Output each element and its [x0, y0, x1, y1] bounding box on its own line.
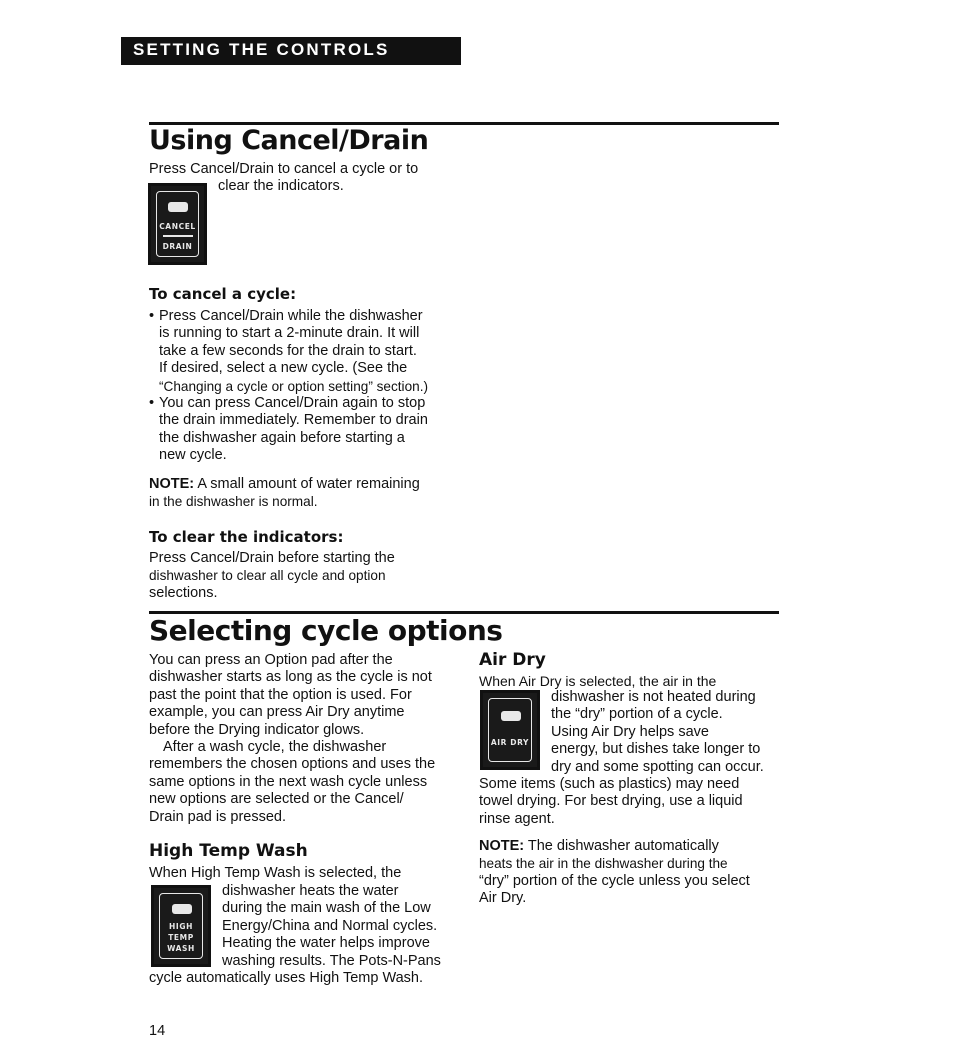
cancel-cycle-bullets: [149, 308, 428, 465]
cycle-options-title: Selecting cycle options: [149, 614, 503, 647]
bullet-line: the drain immediately. Remember to drain: [159, 412, 428, 429]
air-dry-line: rinse agent.: [479, 810, 555, 827]
intro-line: clear the indicators.: [218, 178, 344, 195]
clear-line: Press Cancel/Drain before starting the: [149, 550, 395, 566]
high-temp-wrapped-text: [222, 883, 441, 970]
high-temp-line: Heating the water helps improve: [222, 935, 430, 952]
note-label: NOTE:: [149, 476, 195, 492]
intro-line: same options in the next wash cycle unless: [149, 773, 428, 790]
note-text: The dishwasher automatically: [524, 838, 719, 854]
intro-line: Press Cancel/Drain to cancel a cycle or to: [149, 161, 419, 177]
high-temp-first-line: When High Temp Wash is selected, the: [149, 865, 402, 881]
air-dry-line: towel drying. For best drying, use a liquid: [479, 793, 743, 810]
air-dry-heading: Air Dry: [479, 650, 546, 670]
pad-border: [488, 698, 532, 762]
air-dry-line: Some items (such as plastics) may need: [479, 776, 740, 792]
bullet-line: “Changing a cycle or option setting” section.): [159, 378, 428, 394]
air-dry-line: the “dry” portion of a cycle.: [551, 706, 723, 723]
intro-line: new options are selected or the Cancel/: [149, 791, 404, 808]
pad-label-air-dry: AIR DRY: [490, 738, 530, 747]
pad-label-wash: WASH: [167, 944, 195, 953]
bullet-line: take a few seconds for the drain to start.: [159, 342, 417, 359]
cancel-drain-pad-icon: [148, 183, 207, 265]
note-text: Air Dry.: [479, 890, 527, 907]
section-header-label: SETTING THE CONTROLS: [133, 40, 390, 59]
clear-line: selections.: [149, 584, 218, 601]
note-text: heats the air in the dishwasher during the: [479, 856, 728, 872]
clear-indicators-heading: To clear the indicators:: [149, 528, 344, 546]
pad-label-cancel: CANCEL: [159, 222, 196, 231]
high-temp-line: Energy/China and Normal cycles.: [222, 917, 438, 934]
air-dry-line: energy, but dishes take longer to: [551, 741, 761, 758]
cancel-drain-note: [149, 476, 420, 511]
pad-divider: [163, 235, 193, 237]
air-dry-line: dry and some spotting can occur.: [551, 758, 764, 775]
pad-label-temp: TEMP: [168, 933, 194, 942]
indicator-light-icon: [172, 904, 192, 914]
intro-line: You can press an Option pad after the: [149, 652, 393, 668]
high-temp-last-line: cycle automatically uses High Temp Wash.: [149, 970, 423, 986]
clear-indicators-text: [149, 550, 395, 602]
air-dry-wrapped-text: [551, 689, 764, 776]
page-number: 14: [149, 1023, 166, 1039]
note-text: in the dishwasher is normal.: [149, 494, 318, 510]
bullet-line: the dishwasher again before starting a: [159, 429, 405, 446]
intro-line: Drain pad is pressed.: [149, 808, 287, 825]
note-text: A small amount of water remaining: [194, 476, 420, 492]
air-dry-first-line: When Air Dry is selected, the air in the: [479, 673, 717, 689]
pad-label-high: HIGH: [169, 922, 193, 931]
clear-line: dishwasher to clear all cycle and option: [149, 568, 386, 584]
high-temp-line: washing results. The Pots-N-Pans: [222, 952, 441, 969]
bullet-line: • You can press Cancel/Drain again to stop: [149, 395, 426, 412]
intro-line: before the Drying indicator glows.: [149, 721, 365, 738]
intro-line: remembers the chosen options and uses the: [149, 756, 436, 773]
bullet-line: is running to start a 2-minute drain. It will: [159, 325, 420, 342]
intro-line: After a wash cycle, the dishwasher: [163, 739, 387, 756]
cycle-options-intro: [149, 652, 435, 826]
air-dry-line: dishwasher is not heated during: [551, 689, 756, 705]
note-text: “dry” portion of the cycle unless you select: [479, 872, 750, 889]
air-dry-line: Using Air Dry helps save: [551, 723, 709, 740]
bullet-line: If desired, select a new cycle. (See the: [159, 360, 408, 377]
high-temp-wash-pad-icon: [151, 885, 211, 967]
intro-line: dishwasher starts as long as the cycle is not: [149, 669, 432, 686]
air-dry-note: [479, 838, 750, 908]
cancel-drain-title: Using Cancel/Drain: [149, 125, 429, 156]
pad-label-drain: DRAIN: [162, 242, 193, 251]
high-temp-line: during the main wash of the Low: [222, 900, 431, 917]
bullet-line: • Press Cancel/Drain while the dishwasher: [149, 308, 423, 324]
air-dry-after-text: [479, 776, 743, 828]
high-temp-line: dishwasher heats the water: [222, 883, 399, 899]
intro-line: past the point that the option is used. For: [149, 686, 412, 703]
intro-line: example, you can press Air Dry anytime: [149, 704, 405, 721]
note-label: NOTE:: [479, 838, 525, 854]
high-temp-wash-heading: High Temp Wash: [149, 841, 308, 861]
air-dry-pad-icon: [480, 690, 540, 770]
bullet-line: new cycle.: [159, 447, 227, 464]
indicator-light-icon: [501, 711, 521, 721]
indicator-light-icon: [168, 202, 188, 212]
cancel-cycle-heading: To cancel a cycle:: [149, 285, 297, 303]
